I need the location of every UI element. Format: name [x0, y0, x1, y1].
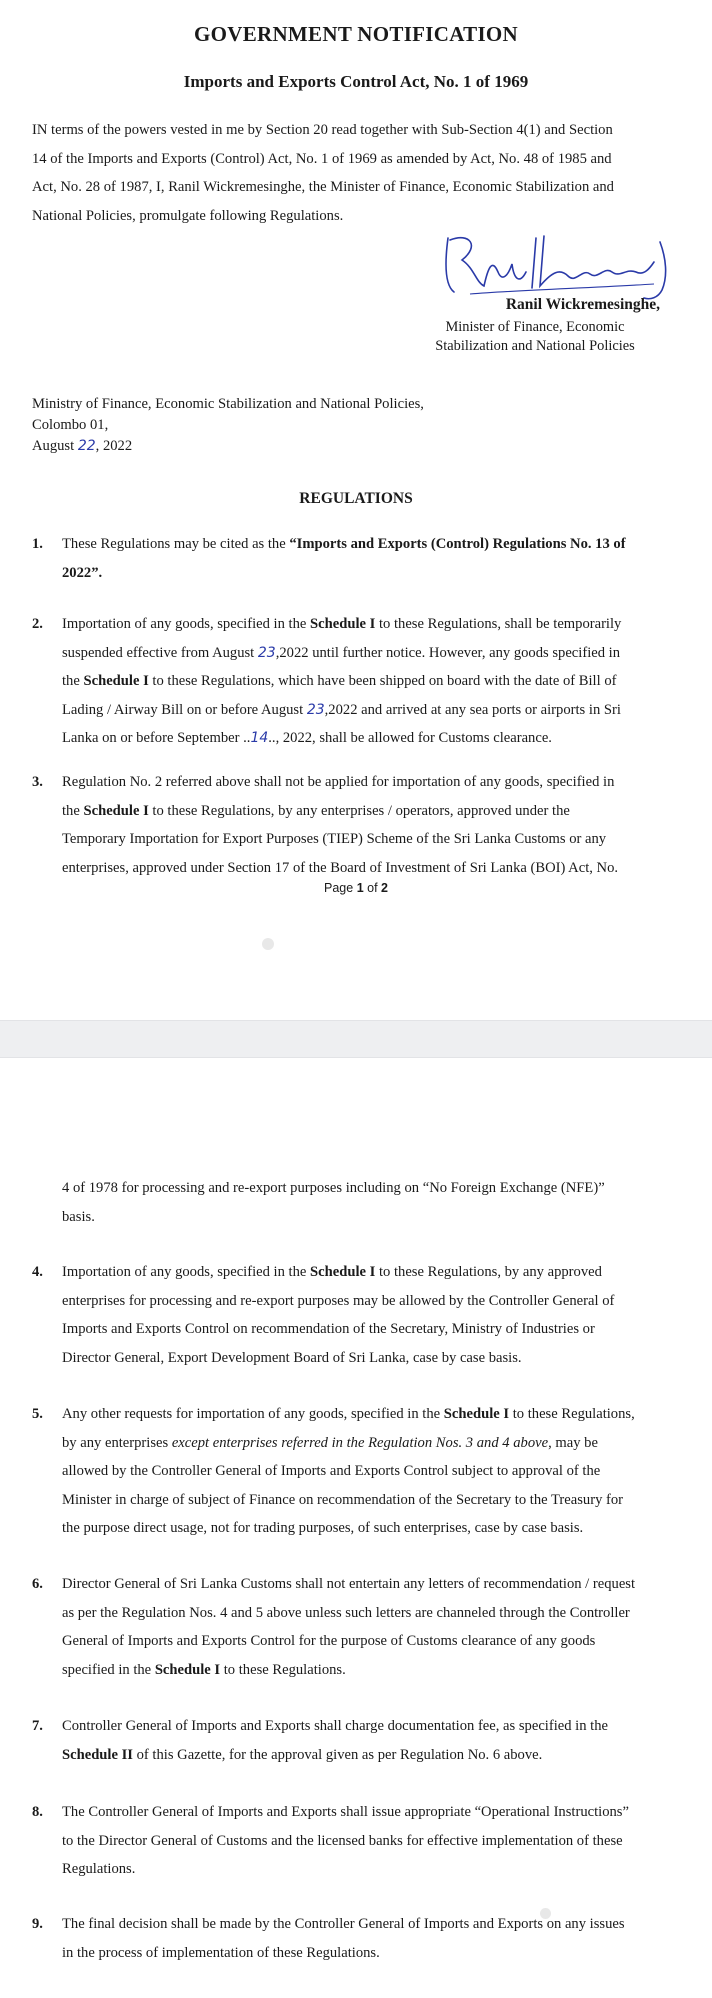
schedule-ref: Schedule I [83, 673, 149, 689]
date-day-handwritten: 22 [77, 438, 96, 454]
date-year: 2022 [102, 438, 133, 454]
schedule-ref: Schedule I [310, 1264, 376, 1280]
regulation-3: 3. Regulation No. 2 referred above shall not be applied for importation of any goods, specified in the Schedule I to these Regulations, by any enterprises / operators, approved under the Temporary Importation for Export Purposes (TIEP) Scheme of the Sri Lanka Customs or any enterprises, approved under Section 17 of the Board of Investment of Sri Lanka (BOI) Act, No. [32, 768, 672, 882]
address-line2: Colombo 01, [32, 417, 109, 433]
regulation-7: 7. Controller General of Imports and Exports shall charge documentation fee, as specified in the Schedule II of this Gazette, for the approval given as per Regulation No. 6 above. [32, 1712, 672, 1769]
regulations-heading: REGULATIONS [299, 490, 413, 507]
regulation-number: 3. [32, 774, 43, 790]
regulation-4: 4. Importation of any goods, specified in the Schedule I to these Regulations, by any approved enterprises for processing and re-export purposes may be allowed by the Controller General of Imports and Exports Control on recommendation of the Secretary, Ministry of Industries or Director General, Export Development Board of Sri Lanka, case by case basis. [32, 1258, 672, 1372]
regulation-number: 6. [32, 1576, 43, 1592]
schedule-ref: Schedule I [443, 1406, 510, 1422]
regulation-3-continued: 4 of 1978 for processing and re-export purposes including on “No Foreign Exchange (NFE)” basis. [62, 1180, 605, 1225]
regulation-8: 8. The Controller General of Imports and Exports shall issue appropriate “Operational Instructions” to the Director General of Customs and the licensed banks for effective implementation of these Regulations. [32, 1798, 672, 1884]
signatory-title-line2: Stabilization and National Policies [435, 338, 635, 354]
act-subtitle: Imports and Exports Control Act, No. 1 of 1969 [183, 72, 529, 91]
regulation-citation-cont: 2022”. [62, 564, 103, 581]
address-line1: Ministry of Finance, Economic Stabilization and National Policies, [32, 396, 424, 412]
regulation-6: 6. Director General of Sri Lanka Customs shall not entertain any letters of recommendation / request as per the Regulation Nos. 4 and 5 above unless such letters are channeled through the Controller General of Imports and Exports Control for the purpose of Customs clearance of any goods specified in the Schedule I to these Regulations. [32, 1570, 672, 1684]
schedule-ref: Schedule I [83, 802, 149, 819]
regulation-number: 7. [32, 1718, 43, 1734]
regulation-number: 2. [32, 616, 43, 632]
handwritten-date: 23 [306, 701, 325, 718]
regulation-citation: “Imports and Exports (Control) Regulations No. 13 of [289, 536, 626, 552]
regulation-number: 5. [32, 1406, 43, 1422]
document-page-2 [0, 1058, 712, 1998]
page-number: Page 1 of 2 [324, 881, 388, 895]
page-separator [0, 1020, 712, 1058]
scan-smudge [540, 1908, 551, 1919]
intro-line: 14 of the Imports and Exports (Control) Act, No. 1 of 1969 as amended by Act, No. 48 of 1985 and [32, 150, 612, 167]
regulation-9: 9. The final decision shall be made by the Controller General of Imports and Exports on any issues in the process of implementation of these Regulations. [32, 1910, 672, 1967]
regulation-text: These Regulations may be cited as the [62, 536, 290, 552]
schedule-ref: Schedule I [154, 1661, 221, 1678]
regulation-number: 1. [32, 536, 43, 552]
handwritten-date: 14 [250, 730, 269, 746]
regulation-number: 9. [32, 1916, 43, 1932]
regulation-2: 2. Importation of any goods, specified in the Schedule I to these Regulations, shall be temporarily suspended effective from August 23,2022 until further notice. However, any goods specified in the Schedule I to these Regulations, which have been shipped on board with the date of Bill of Lading / Airway Bill on or before August 23,2022 and arrived at any sea ports or airports in Sri Lanka on or before September ..14.., 2022, shall be allowed for Customs clearance. [32, 610, 672, 753]
schedule-ref: Schedule I [310, 616, 376, 632]
signatory-title-line1: Minister of Finance, Economic [445, 319, 625, 335]
regulation-5: 5. Any other requests for importation of any goods, specified in the Schedule I to these Regulations, by any enterprises except enterprises referred in the Regulation Nos. 3 and 4 above, may be allowed by the Controller General of Imports and Exports Control subject to approval of the Minister in charge of subject of Finance on recommendation of the Secretary to the Treasury for the purpose direct usage, not for trading purposes, of such enterprises, case by case basis. [32, 1400, 672, 1543]
address-date: August 22, 2022 [32, 438, 133, 454]
signatory-name: Ranil Wickremesinghe, [505, 296, 660, 313]
scan-smudge [262, 938, 274, 950]
handwritten-date: 23 [257, 644, 276, 661]
schedule-ref: Schedule II [62, 1746, 133, 1763]
exception-clause: except enterprises referred in the Regulation Nos. 3 and 4 above [171, 1434, 549, 1451]
intro-line: IN terms of the powers vested in me by Section 20 read together with Sub-Section 4(1) and Section [32, 122, 613, 138]
regulation-1 [32, 530, 672, 587]
date-month: August [32, 438, 75, 454]
regulation-number: 4. [32, 1264, 43, 1280]
intro-paragraph [32, 116, 672, 230]
notification-title: GOVERNMENT NOTIFICATION [193, 22, 519, 46]
regulation-number: 8. [32, 1804, 43, 1820]
intro-line: National Policies, promulgate following Regulations. [32, 207, 344, 224]
intro-line: Act, No. 28 of 1987, I, Ranil Wickremesinghe, the Minister of Finance, Economic Stabilization and [32, 179, 614, 195]
